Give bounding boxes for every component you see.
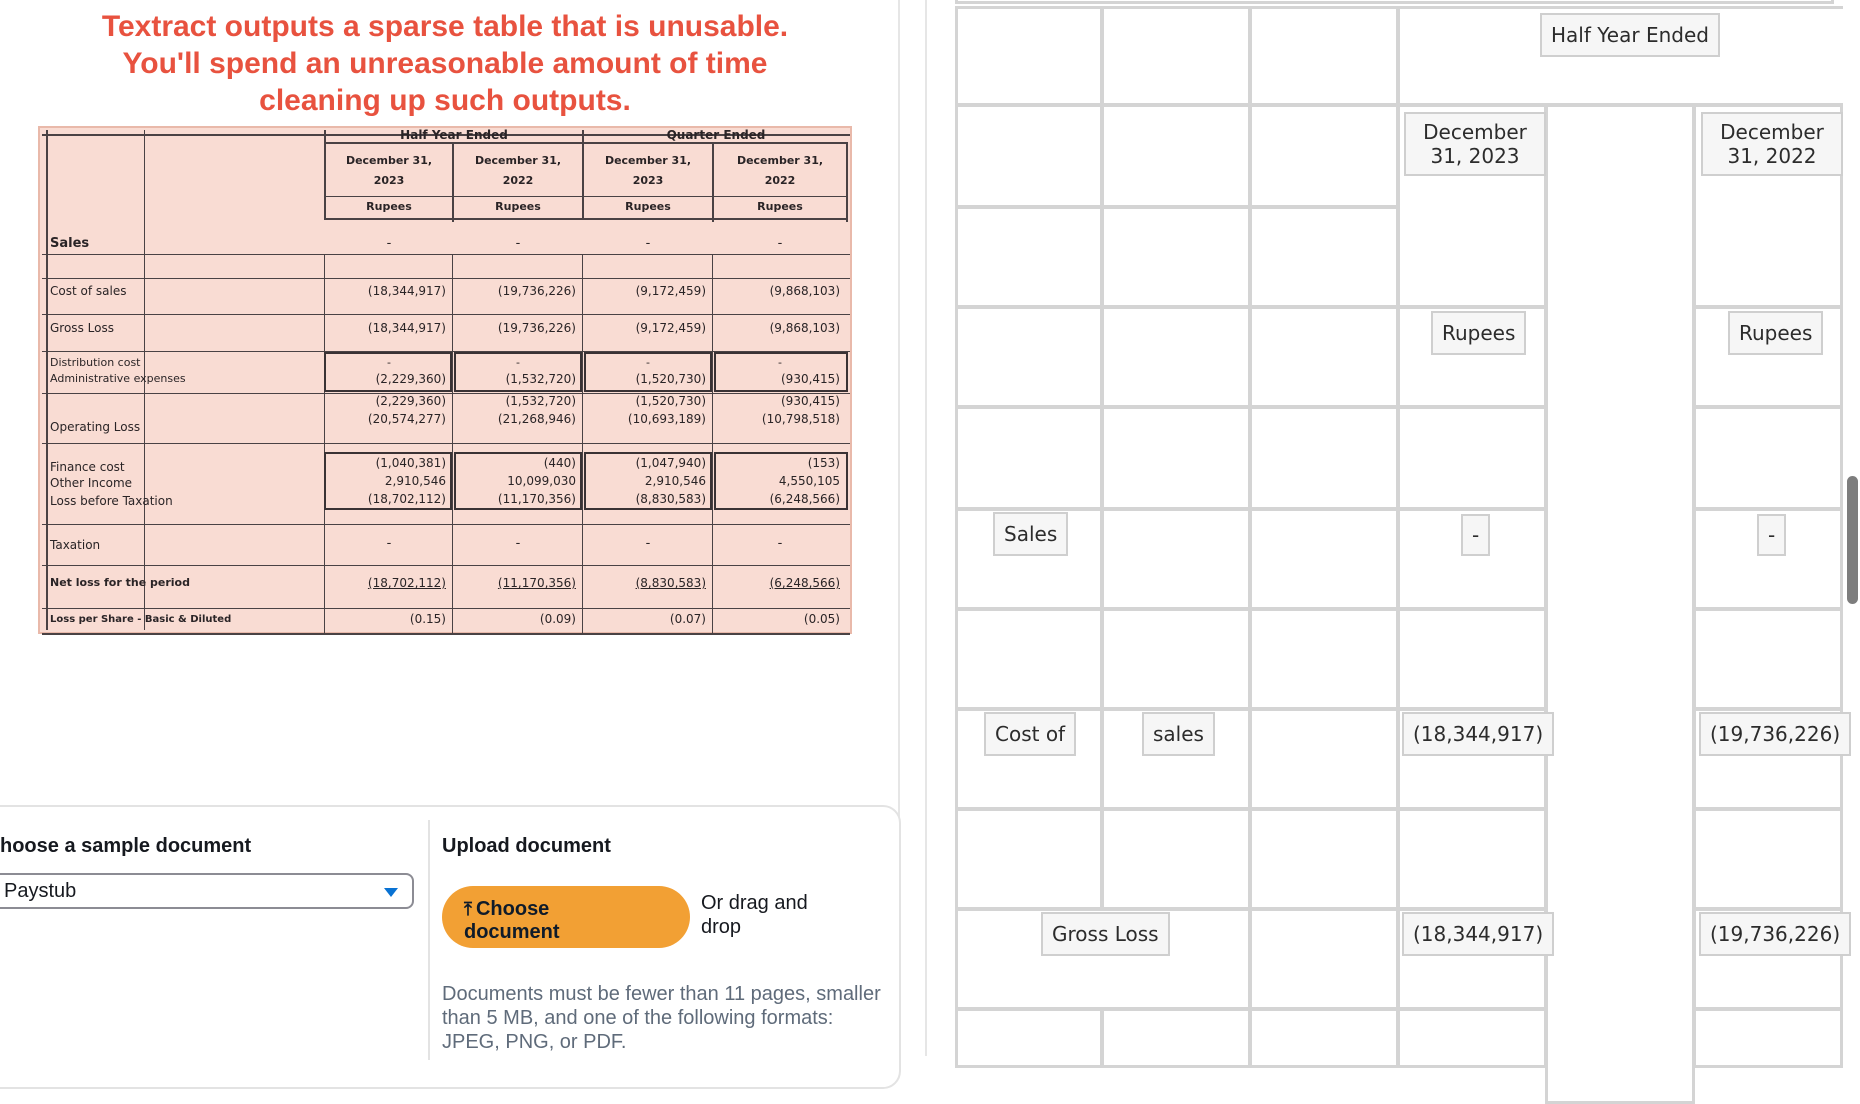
upload-icon: ⤒ [464,898,472,919]
scan-value: (11,170,356) [497,492,576,506]
scan-row-label: Loss before Taxation [50,494,173,508]
table-cell [1101,1008,1251,1068]
scan-row-label: Finance cost [50,460,125,474]
scan-row-label: Taxation [50,538,101,552]
scan-value: (440) [543,456,576,470]
scan-col-date: December 31, [736,154,824,167]
scan-value: (1,520,730) [635,394,706,408]
table-cell [1397,808,1547,910]
scan-line [452,254,453,634]
scan-value: - [645,536,651,551]
scan-value: (930,415) [781,394,840,408]
caption-line-1: Textract outputs a sparse table that is unusable. [101,10,789,43]
scan-line [42,314,850,315]
scan-value: 2,910,546 [644,474,706,488]
table-cell [1101,306,1251,408]
table-cell [1249,104,1399,208]
extracted-date-2023: December 31, 2023 [1404,112,1546,176]
choose-button-label-2: document [464,920,560,943]
sample-document-select[interactable] [0,873,414,909]
table-cell [1693,608,1843,710]
scan-col-year: 2023 [632,174,664,187]
scan-col-unit: Rupees [757,200,803,213]
scan-col-year: 2022 [764,174,796,187]
extracted-cost-of: Cost of [984,712,1076,756]
scan-value: - [778,356,782,369]
scan-line [324,254,325,634]
scan-line [324,142,848,144]
extracted-gross-b: (19,736,226) [1699,912,1851,956]
scan-value: (0.09) [539,612,576,626]
scan-value: 10,099,030 [507,474,576,488]
table-cell [1397,608,1547,710]
scan-value: (10,693,189) [627,412,706,426]
table-cell [1249,908,1399,1010]
sample-document-value: Paystub [4,880,77,902]
scan-col-year: 2023 [373,174,405,187]
scan-value: (153) [807,456,840,470]
table-cell [1249,6,1399,106]
table-cell [955,608,1103,710]
scan-value: (18,344,917) [367,284,446,298]
extracted-sales-a: - [1461,514,1490,556]
scan-value: (0.05) [803,612,840,626]
caption-line-3: cleaning up such outputs. [259,84,631,117]
scan-row-label: Gross Loss [50,321,114,335]
scan-value: (1,532,720) [505,372,576,386]
extracted-sales: Sales [993,512,1068,556]
scan-value: (19,736,226) [497,321,576,335]
scan-value: 4,550,105 [778,474,840,488]
scan-row-label: Sales [50,236,90,251]
scan-value: - [777,236,783,251]
scan-value: - [777,536,783,551]
table-cell [1249,406,1399,510]
scan-value: - [516,356,520,369]
scan-value: (0.15) [409,612,446,626]
scan-header-quarter: Quarter Ended [666,128,766,142]
extracted-date-2022: December 31, 2022 [1701,112,1843,176]
caption [0,8,890,119]
scan-line [42,524,850,525]
scan-value: 2,910,546 [384,474,446,488]
scan-col-date: December 31, [474,154,562,167]
choose-document-button[interactable] [442,886,690,948]
scan-value: (11,170,356) [497,576,576,590]
scan-row-label: Loss per Share - Basic & Diluted [50,614,232,625]
extracted-cost-b: (19,736,226) [1699,712,1851,756]
scan-line [42,565,850,566]
scan-row-label: Distribution cost [50,356,141,369]
upload-document-label: Upload document [442,835,611,857]
table-cell [1249,1008,1399,1068]
scan-value: (930,415) [781,372,840,386]
scan-value: (18,344,917) [367,321,446,335]
extracted-half-year-ended: Half Year Ended [1540,13,1720,57]
scan-line [324,196,848,197]
scan-value: - [386,236,392,251]
scan-col-date: December 31, [604,154,692,167]
scan-row-label: Other Income [50,476,133,490]
vertical-scrollbar[interactable] [1847,476,1858,604]
table-cell [1397,1008,1547,1068]
scan-value: - [645,236,651,251]
scan-value: (9,172,459) [635,284,706,298]
scan-col-unit: Rupees [495,200,541,213]
scan-value: - [646,356,650,369]
extracted-rupees-b: Rupees [1728,311,1823,355]
scan-value: (19,736,226) [497,284,576,298]
caption-line-2: You'll spend an unreasonable amount of time [122,47,768,80]
extracted-cost-a: (18,344,917) [1402,712,1554,756]
table-cell [955,808,1103,910]
scan-value: (21,268,946) [497,412,576,426]
scan-line [42,443,850,444]
table-cell [955,206,1103,308]
table-cell [1249,608,1399,710]
extracted-sales-b: - [1757,514,1786,556]
scan-row-label: Net loss for the period [50,576,190,589]
scan-value: - [386,536,392,551]
scan-value: (8,830,583) [635,576,706,590]
dropdown-caret-icon [384,888,398,897]
scan-value: (1,520,730) [635,372,706,386]
table-cell [1101,104,1251,208]
scan-line [846,142,848,222]
scan-col-date: December 31, [345,154,433,167]
scan-value: (18,702,112) [367,576,446,590]
table-cell [955,1008,1103,1068]
scan-value: (1,040,381) [375,456,446,470]
scan-value: (1,047,940) [635,456,706,470]
extracted-rupees-a: Rupees [1431,311,1526,355]
table-cell [1249,708,1399,810]
scan-value: (18,702,112) [367,492,446,506]
scan-col-year: 2022 [502,174,534,187]
scan-value: - [387,356,391,369]
table-cell [955,306,1103,408]
scan-value: (0.07) [669,612,706,626]
scan-row-label: Cost of sales [50,284,127,298]
table-cell [955,6,1103,106]
table-cell [1693,1008,1843,1068]
scan-value: (2,229,360) [375,394,446,408]
scan-value: (9,868,103) [769,321,840,335]
sample-document-label: hoose a sample document [0,835,252,857]
scan-row-label: Administrative expenses [50,372,186,385]
scan-value: (9,172,459) [635,321,706,335]
extracted-gross-a: (18,344,917) [1402,912,1554,956]
table-cell [1101,508,1251,610]
scan-col-unit: Rupees [366,200,412,213]
scan-line [46,130,48,630]
scanned-table-image [38,126,852,634]
scan-value: (9,868,103) [769,284,840,298]
table-cell [1693,808,1843,910]
scan-value: (2,229,360) [375,372,446,386]
table-cell [955,406,1103,510]
scan-line [42,254,850,255]
table-cell [1101,206,1251,308]
scan-value: (6,248,566) [769,576,840,590]
scan-line [712,254,713,634]
scan-value: (10,798,518) [761,412,840,426]
scan-value: (8,830,583) [635,492,706,506]
scan-line [42,608,850,609]
table-cell [1249,508,1399,610]
scan-value: (20,574,277) [367,412,446,426]
scan-line [324,218,848,220]
upload-constraints-note: Documents must be fewer than 11 pages, smaller than 5 MB, and one of the following formats: JPEG, PNG, or PDF. [442,983,881,1053]
table-cell [1101,608,1251,710]
scan-value: (1,532,720) [505,394,576,408]
scan-col-unit: Rupees [625,200,671,213]
panel-separator [428,820,430,1060]
table-cell [1693,406,1843,510]
scan-line [42,278,850,279]
table-cell [1101,6,1251,106]
scan-value: - [515,536,521,551]
table-cell [955,0,1834,4]
table-cell [1249,808,1399,910]
extracted-sales-word: sales [1142,712,1215,756]
scan-line [42,633,850,635]
table-cell [1249,306,1399,408]
drag-drop-text: Or drag and drop [701,892,808,938]
choose-button-label-1: Choose [475,897,550,920]
table-cell [1101,406,1251,510]
extracted-gross-loss: Gross Loss [1041,912,1170,956]
table-cell [1545,104,1695,1104]
table-cell [1397,406,1547,510]
scan-header-half: Half Year Ended [400,128,508,142]
scan-line [582,254,583,634]
scan-row-label: Operating Loss [50,420,141,434]
table-cell [1101,808,1251,910]
table-cell [1249,206,1399,308]
scan-value: (6,248,566) [769,492,840,506]
table-cell [955,104,1103,208]
scan-value: - [515,236,521,251]
column-divider [925,0,927,1056]
